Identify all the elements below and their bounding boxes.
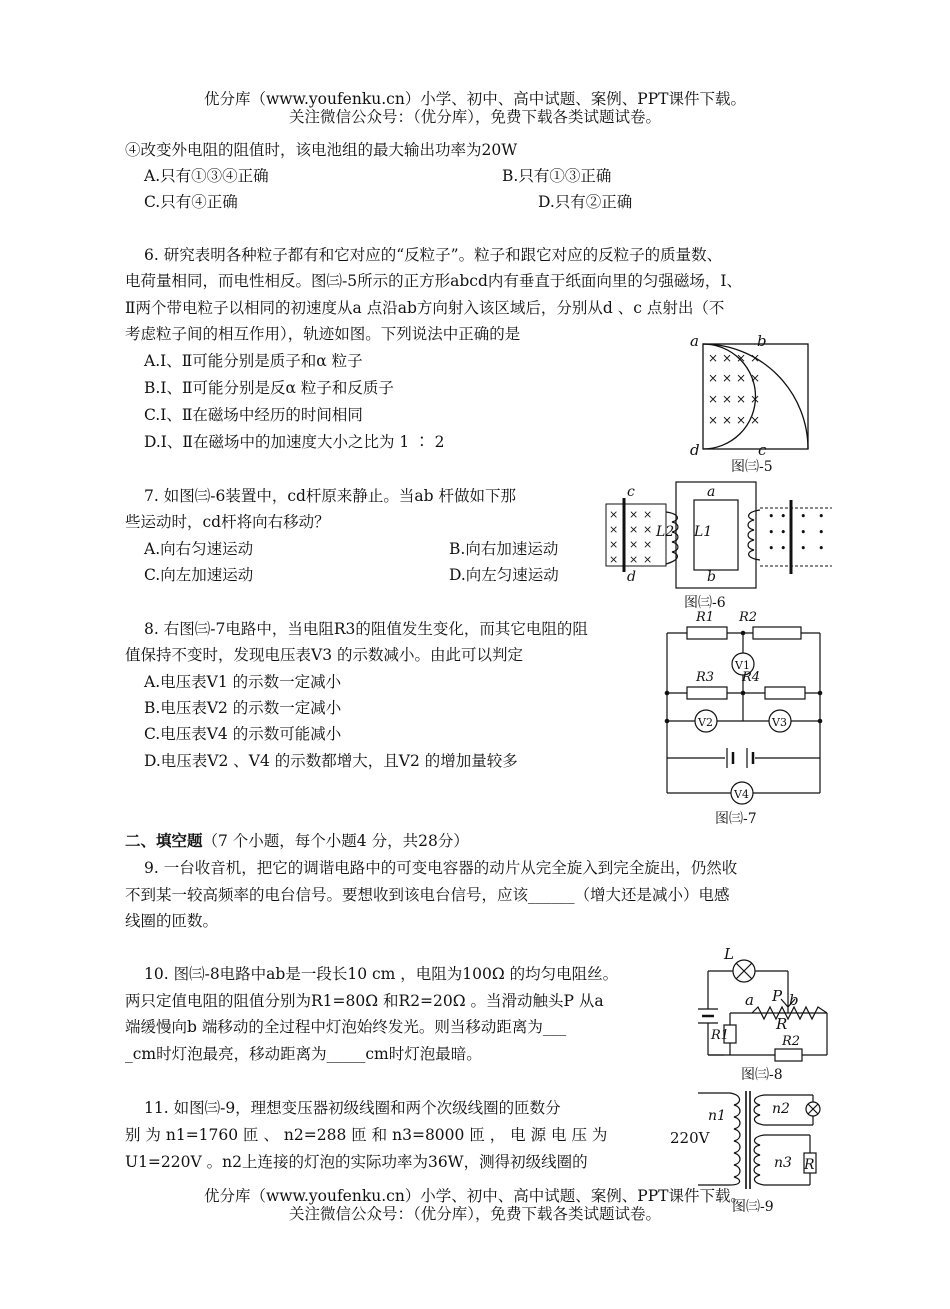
label-L2: L2 <box>656 524 675 540</box>
q6-option-d: D.Ⅰ、Ⅱ在磁场中的加速度大小之比为 1 ∶ 2 <box>144 433 445 451</box>
label-n3: n3 <box>774 1155 792 1171</box>
q6-option-a: A.Ⅰ、Ⅱ可能分别是质子和α 粒子 <box>144 352 363 370</box>
figure-3-6-caption: 图㈢-6 <box>684 595 726 611</box>
q8-line-1: 8. 右图㈢-7电路中，当电阻R3的阻值发生变化，而其它电阻的阻 <box>144 620 588 638</box>
header-line-2: 关注微信公众号：（优分库），免费下载各类试题试卷。 <box>288 108 661 126</box>
q11-line-1: 11. 如图㈢-9，理想变压器初级线圈和两个次级线圈的匝数分 <box>144 1099 561 1117</box>
q7-option-d: D.向左匀速运动 <box>449 566 559 584</box>
field-dot: • <box>768 526 775 539</box>
field-cross: × <box>629 523 639 536</box>
label-R1: R1 <box>711 1028 730 1043</box>
figure-3-5-caption: 图㈢-5 <box>731 459 773 475</box>
q10-line-3: 端缓慢向b 端移动的全过程中灯泡始终发光。则当移动距离为___ <box>125 1018 567 1036</box>
label-b: b <box>757 332 767 350</box>
field-cross: × <box>736 413 747 427</box>
label-R4: R4 <box>742 670 761 685</box>
field-cross: × <box>736 351 747 365</box>
field-cross: × <box>722 351 733 365</box>
field-cross: × <box>750 392 761 406</box>
field-dot: • <box>780 542 787 555</box>
q5-option-a: A.只有①③④正确 <box>144 167 269 185</box>
figure-3-7-caption: 图㈢-7 <box>715 811 757 827</box>
field-dot: • <box>780 526 787 539</box>
label-R: R <box>804 1157 815 1173</box>
label-R2: R2 <box>782 1034 801 1049</box>
field-cross: × <box>750 351 761 365</box>
figure-3-6 <box>600 480 840 592</box>
label-L1: L1 <box>694 524 713 540</box>
q10-line-4: _cm时灯泡最亮，移动距离为_____cm时灯泡最暗。 <box>125 1045 482 1063</box>
label-R2: R2 <box>739 610 758 625</box>
section-2-title: 二、填空题 <box>125 831 203 850</box>
field-dot: • <box>800 542 807 555</box>
q5-option-c: C.只有④正确 <box>144 193 238 211</box>
field-cross: × <box>708 371 719 385</box>
field-cross: × <box>643 508 653 521</box>
field-cross: × <box>708 351 719 365</box>
label-P: P <box>772 987 783 1005</box>
q9-line-3: 线圈的匝数。 <box>125 912 219 930</box>
label-voltage: 220V <box>670 1129 710 1147</box>
q8-option-c: C.电压表V4 的示数可能减小 <box>144 725 342 743</box>
label-R1: R1 <box>696 610 715 625</box>
label-R3: R3 <box>696 670 715 685</box>
field-dot: • <box>800 510 807 523</box>
q5-option-b: B.只有①③正确 <box>502 167 612 185</box>
q6-option-c: C.Ⅰ、Ⅱ在磁场中经历的时间相同 <box>144 406 363 424</box>
field-dot: • <box>768 542 775 555</box>
field-cross: × <box>609 553 619 566</box>
field-cross: × <box>722 392 733 406</box>
field-cross: × <box>609 538 619 551</box>
label-V2: V2 <box>698 716 713 729</box>
field-dot: • <box>818 510 825 523</box>
field-cross: × <box>708 392 719 406</box>
footer-line-1: 优分库（www.youfenku.cn）小学、初中、高中试题、案例、PPT课件下载。 <box>203 1187 747 1205</box>
figure-3-9-caption: 图㈢-9 <box>732 1199 774 1215</box>
field-cross: × <box>643 523 653 536</box>
label-a: a <box>707 484 716 500</box>
field-cross: × <box>736 371 747 385</box>
label-n2: n2 <box>772 1101 790 1117</box>
q8-line-2: 值保持不变时，发现电压表V3 的示数减小。由此可以判定 <box>125 646 523 664</box>
label-R: R <box>776 1015 788 1033</box>
field-cross: × <box>609 508 619 521</box>
q10-line-1: 10. 图㈢-8电路中ab是一段长10 cm ，电阻为100Ω 的均匀电阻丝。 <box>144 965 619 983</box>
q11-line-3: U1=220V 。n2上连接的灯泡的实际功率为36W，测得初级线圈的 <box>125 1153 588 1171</box>
section-2-note: （7 个小题，每个小题4 分，共28分） <box>202 832 469 850</box>
field-cross: × <box>609 523 619 536</box>
field-dot: • <box>818 542 825 555</box>
q9-line-1: 9. 一台收音机，把它的调谐电路中的可变电容器的动片从完全旋入到完全旋出，仍然收 <box>144 859 738 877</box>
label-c: c <box>627 484 635 500</box>
q8-option-b: B.电压表V2 的示数一定减小 <box>144 699 342 717</box>
q8-option-d: D.电压表V2 、V4 的示数都增大，且V2 的增加量较多 <box>144 752 518 770</box>
q7-line-2: 些运动时，cd杆将向右移动？ <box>125 513 330 531</box>
label-b: b <box>707 569 716 585</box>
label-L: L <box>724 945 734 963</box>
label-n1: n1 <box>708 1108 726 1124</box>
figure-3-8-caption: 图㈢-8 <box>741 1067 783 1083</box>
q11-line-2: 别 为 n1=1760 匝 、 n2=288 匝 和 n3=8000 匝 ， 电 源 电 压 为 <box>125 1126 608 1144</box>
field-cross: × <box>722 413 733 427</box>
field-cross: × <box>722 371 733 385</box>
q6-line-1: 6. 研究表明各种粒子都有和它对应的“反粒子”。粒子和跟它对应的反粒子的质量数、 <box>144 246 723 264</box>
q10-line-2: 两只定值电阻的阻值分别为R1=80Ω 和R2=20Ω 。当滑动触头P 从a <box>125 992 604 1010</box>
field-cross: × <box>643 538 653 551</box>
field-dot: • <box>768 510 775 523</box>
label-V3: V3 <box>772 716 787 729</box>
field-cross: × <box>736 392 747 406</box>
field-dot: • <box>780 510 787 523</box>
section-2-heading <box>125 830 469 852</box>
label-a: a <box>690 332 699 350</box>
field-dot: • <box>800 526 807 539</box>
label-c: c <box>758 441 767 459</box>
q5-statement-4: ④改变外电阻的阻值时，该电池组的最大输出功率为20W <box>125 141 518 159</box>
q7-option-b: B.向右加速运动 <box>449 540 559 558</box>
field-cross: × <box>750 413 761 427</box>
figure-3-9 <box>668 1085 828 1195</box>
q8-option-a: A.电压表V1 的示数一定减小 <box>144 673 342 691</box>
q7-line-1: 7. 如图㈢-6装置中，cd杆原来静止。当ab 杆做如下那 <box>144 487 517 505</box>
q6-line-2: 电荷量相同，而电性相反。图㈢-5所示的正方形abcd内有垂直于纸面向里的匀强磁场，Ⅰ、 <box>125 272 742 290</box>
figure-3-5 <box>688 330 818 460</box>
header-line-1: 优分库（www.youfenku.cn）小学、初中、高中试题、案例、PPT课件下载。 <box>203 90 747 108</box>
figure-3-7 <box>655 603 830 803</box>
field-cross: × <box>708 413 719 427</box>
field-cross: × <box>629 508 639 521</box>
q7-option-a: A.向右匀速运动 <box>144 540 254 558</box>
label-d: d <box>690 441 700 459</box>
field-cross: × <box>643 553 653 566</box>
field-cross: × <box>629 538 639 551</box>
field-cross: × <box>750 371 761 385</box>
figure-3-8 <box>690 943 840 1063</box>
label-V4: V4 <box>734 788 749 801</box>
field-dot: • <box>818 526 825 539</box>
q9-line-2: 不到某一较高频率的电台信号。要想收到该电台信号，应该______（增大还是减小）电感 <box>125 886 730 904</box>
q7-option-c: C.向左加速运动 <box>144 566 254 584</box>
q5-option-d: D.只有②正确 <box>538 193 633 211</box>
q6-option-b: B.Ⅰ、Ⅱ可能分别是反α 粒子和反质子 <box>144 379 394 397</box>
q6-line-3: Ⅱ两个带电粒子以相同的初速度从a 点沿ab方向射入该区域后，分别从d 、c 点射出（不 <box>125 299 725 317</box>
label-b: b <box>789 991 799 1009</box>
label-V1: V1 <box>735 659 750 672</box>
label-a: a <box>745 991 754 1009</box>
field-cross: × <box>629 553 639 566</box>
footer-line-2: 关注微信公众号：（优分库），免费下载各类试题试卷。 <box>288 1205 661 1223</box>
label-d: d <box>627 569 636 585</box>
q6-line-4: 考虑粒子间的相互作用），轨迹如图。下列说法中正确的是 <box>125 325 521 343</box>
